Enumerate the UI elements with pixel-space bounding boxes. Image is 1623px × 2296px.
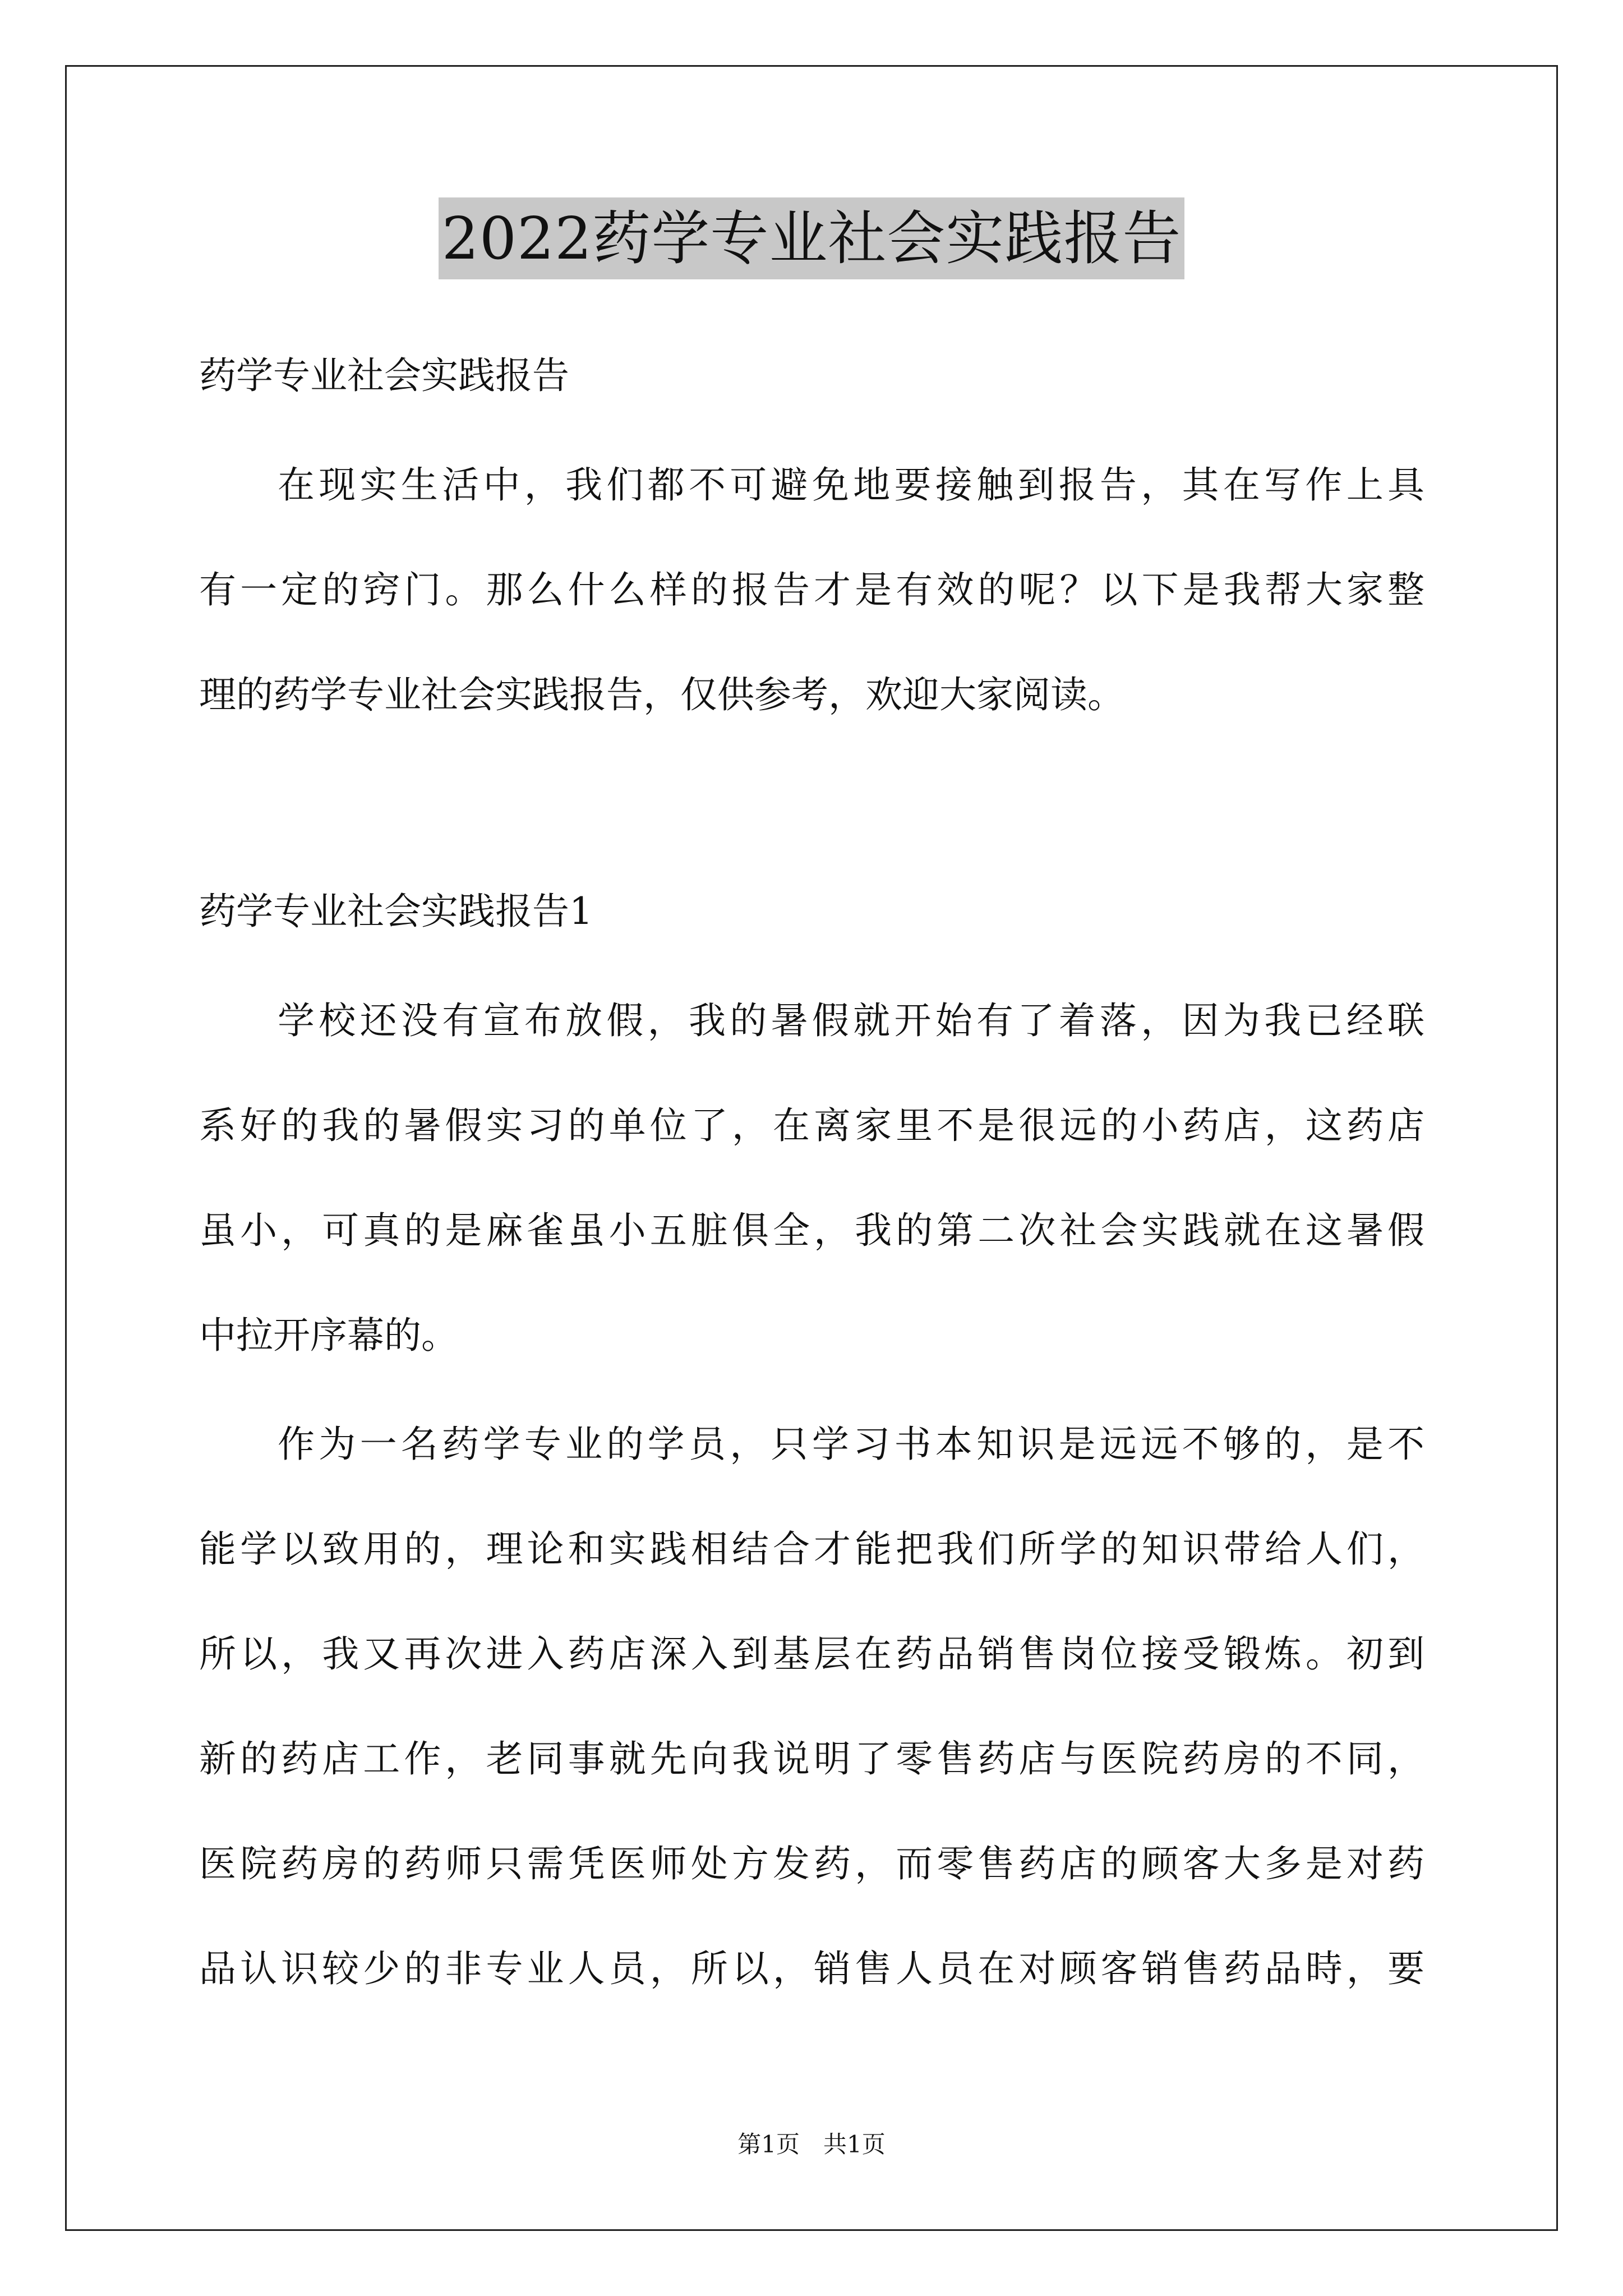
paragraph-line: 能学以致用的，理论和实践相结合才能把我们所学的知识带给人们，	[199, 1527, 1424, 1571]
section-heading: 药学专业社会实践报告1	[199, 890, 593, 933]
paragraph-line: 虽小，可真的是麻雀虽小五脏俱全，我的第二次社会实践就在这暑假	[199, 1209, 1424, 1252]
paragraph-line: 系好的我的暑假实习的单位了，在离家里不是很远的小药店，这药店	[199, 1104, 1424, 1147]
title-container	[0, 197, 1623, 279]
document-title: 2022药学专业社会实践报告	[439, 197, 1185, 279]
paragraph-line: 理的药学专业社会实践报告，仅供参考，欢迎大家阅读。	[199, 673, 1124, 716]
paragraph-line: 作为一名药学专业的学员，只学习书本知识是远远不够的，是不	[278, 1423, 1424, 1466]
paragraph-line: 所以，我又再次进入药店深入到基层在药品销售岗位接受锻炼。初到	[199, 1632, 1424, 1676]
paragraph-line: 有一定的窍门。那么什么样的报告才是有效的呢？以下是我帮大家整	[199, 568, 1424, 611]
paragraph-line: 学校还没有宣布放假，我的暑假就开始有了着落，因为我已经联	[278, 999, 1424, 1042]
paragraph-line: 医院药房的药师只需凭医师处方发药，而零售药店的顾客大多是对药	[199, 1842, 1424, 1885]
paragraph-line: 中拉开序幕的。	[199, 1314, 458, 1357]
paragraph-line: 新的药店工作，老同事就先向我说明了零售药店与医院药房的不同，	[199, 1737, 1424, 1780]
paragraph-line: 在现实生活中，我们都不可避免地要接触到报告，其在写作上具	[278, 463, 1424, 507]
subtitle: 药学专业社会实践报告	[199, 354, 569, 397]
page-footer: 第1页 共1页	[737, 2131, 886, 2158]
paragraph-line: 品认识较少的非专业人员，所以，销售人员在对顾客销售药品時，要	[199, 1947, 1424, 1990]
